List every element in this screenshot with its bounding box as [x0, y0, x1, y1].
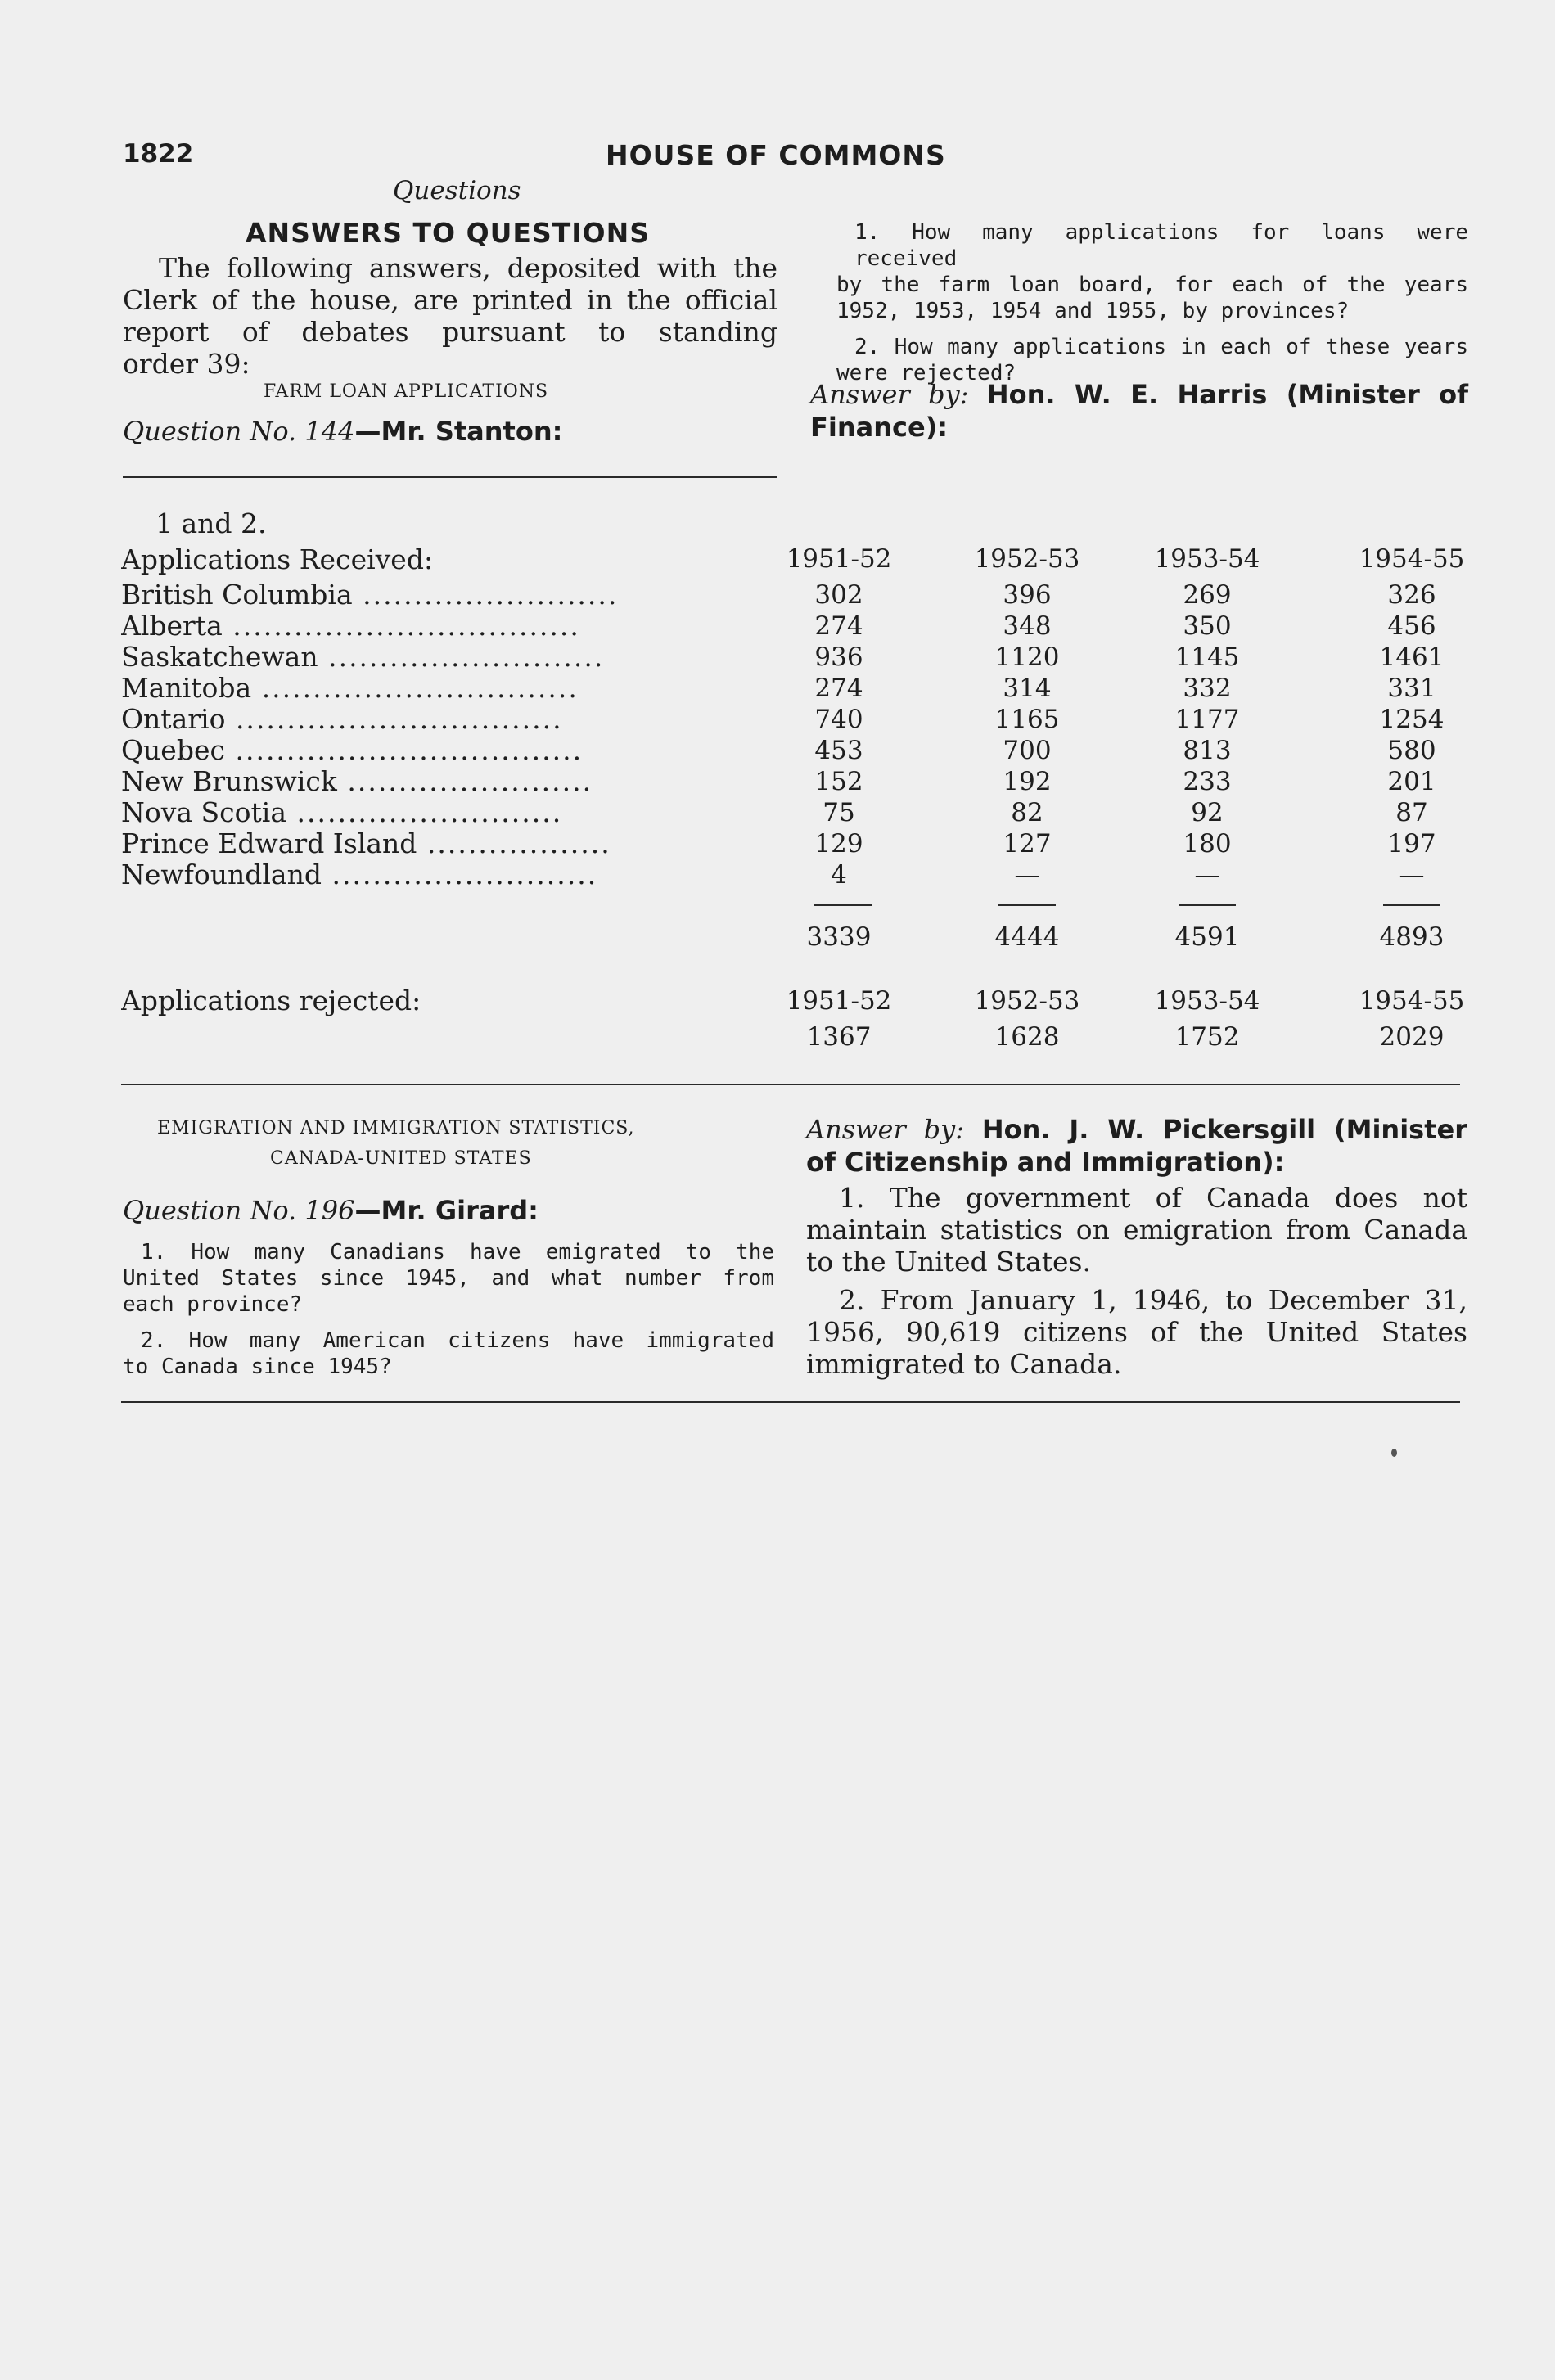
running-title: HOUSE OF COMMONS — [606, 139, 946, 171]
answer-line: 1. The government of Canada does not — [839, 1182, 1467, 1214]
table-cell: 1461 — [1379, 642, 1445, 672]
province-name: Alberta — [121, 610, 223, 642]
table-cell: 813 — [1183, 736, 1232, 765]
year-header: 1952-53 — [974, 544, 1080, 574]
table-cell: 269 — [1183, 580, 1232, 610]
table-cell: 152 — [814, 767, 863, 796]
question-member: —Mr. Girard: — [354, 1195, 539, 1226]
total-rule — [814, 904, 872, 906]
question-line: were rejected? — [836, 361, 1016, 385]
question-line: by the farm loan board, for each of the years — [836, 273, 1468, 297]
total-cell: 4893 — [1379, 922, 1445, 952]
table-cell: 326 — [1387, 580, 1436, 610]
farm-loan-subheading: FARM LOAN APPLICATIONS — [264, 381, 549, 402]
table-cell: 82 — [1011, 798, 1043, 827]
province-name: Nova Scotia — [121, 796, 286, 828]
table-cell: 331 — [1387, 674, 1436, 703]
intro-line: The following answers, deposited with the — [159, 252, 778, 284]
rejected-cell: 2029 — [1379, 1022, 1445, 1052]
question-line: 2. How many American citizens have immigrated — [141, 1328, 774, 1353]
table-cell: 456 — [1387, 611, 1436, 641]
table-cell: 274 — [814, 674, 863, 703]
table-cell: 1177 — [1174, 705, 1240, 734]
table-cell: 4 — [831, 860, 847, 890]
question-line: 1. How many Canadians have emigrated to the — [141, 1240, 774, 1264]
table-cell: 348 — [1003, 611, 1052, 641]
answer-144-heading — [810, 378, 1468, 444]
answer-line: 1956, 90,619 citizens of the United States — [806, 1316, 1467, 1348]
answer-minister: Hon. J. W. Pickersgill (Minister — [981, 1114, 1468, 1145]
table-cell: 936 — [814, 642, 863, 672]
question-144-text — [836, 219, 1468, 386]
question-number: Question No. 196 — [123, 1195, 355, 1226]
table-cell: 396 — [1003, 580, 1052, 610]
question-line: 1952, 1953, 1954 and 1955, by provinces? — [836, 299, 1350, 323]
page-number: 1822 — [123, 139, 194, 169]
table-cell: 332 — [1183, 674, 1232, 703]
table-cell: 453 — [814, 736, 863, 765]
table-cell: 1165 — [994, 705, 1060, 734]
question-line: to Canada since 1945? — [123, 1355, 392, 1379]
intro-line: order 39: — [123, 348, 250, 380]
document-page: 1822 HOUSE OF COMMONS Questions ANSWERS TO QUESTIONS The following answers, deposited with the Clerk of the house, are printed in the official report of debates pursuant to standing order 39: FARM LOAN APPLICATIONS Question No. 144—Mr. Stanton: 1. How many applications for loans were received by the farm loan board, for each of the years 1952, 1953, 1954 and 1955, by provinces? 2. How many applications in each of these years were rejected? Answer by: Hon. W. E. Harris (Minister of Finance): 1 and 2. Applications Received: 1951-52 1952-53 1953-54 1954-55 British Columbia ......................... 302 396 269 326 Alberta .................................. 274 348 350 456 Saskatchewan ........................... 936 1120 1145 1461 Manitoba ............................... 274 314 332 331 Ontario ................................ 740 1165 1177 1254 Quebec .................................. 453 700 813 580 New Brunswick ........................ 152 192 233 201 Nova Scotia .......................... 75 82 92 87 Prince Edward Island .................. 129 127 180 197 Newfoundland .......................... 4 — — — 3339 4444 4591 4893 Applications rejected: 1951-52 1952-53 1953-54 1954-55 1367 1628 1752 2029 EMIGRATION AND IMMIGRATION STATISTICS, CANADA-UNITED STATES Question No. 196—Mr. Girard: 1. How many Canadians have emigrated to the United States since 1945, and what number from each province? 2. How many American citizens have immigrated to Canada since 1945? Answer by: Hon. J. W. Pickersgill (Minister of Citizenship and Immigration): 1. The government of Canada does not maintain statistics on emigration from Canada to the United States. 2. From January 1, 1946, to December 31, 1956, 90,619 citizens of the United States immigrated to Canada. — [0, 0, 1555, 2380]
total-cell: 4591 — [1174, 922, 1240, 952]
answer-196-text — [806, 1182, 1467, 1380]
intro-line: Clerk of the house, are printed in the official — [123, 284, 778, 316]
intro-line: report of debates pursuant to standing — [123, 316, 778, 348]
province-name: New Brunswick — [121, 765, 337, 797]
table-cell: 580 — [1387, 736, 1436, 765]
province-name: Ontario — [121, 703, 226, 735]
table-cell: 740 — [814, 705, 863, 734]
answer-line: immigrated to Canada. — [806, 1348, 1122, 1380]
province-name: Manitoba — [121, 672, 252, 704]
table-cell: 129 — [814, 829, 863, 859]
answer-line: to the United States. — [806, 1246, 1091, 1278]
table-cell: — — [1014, 860, 1040, 890]
table-cell: 127 — [1003, 829, 1052, 859]
table-cell: 233 — [1183, 767, 1232, 796]
province-name: Prince Edward Island — [121, 827, 417, 859]
answer-prefix: Answer by: — [806, 1114, 964, 1145]
table-cell: 274 — [814, 611, 863, 641]
table-cell: 75 — [823, 798, 855, 827]
table-cell: 197 — [1387, 829, 1436, 859]
table-cell: 192 — [1003, 767, 1052, 796]
table-cell: 350 — [1183, 611, 1232, 641]
answer-line: maintain statistics on emigration from Canada — [806, 1214, 1467, 1246]
province-name: Newfoundland — [121, 859, 322, 890]
table-cell: 1145 — [1174, 642, 1240, 672]
province-name: Saskatchewan — [121, 641, 318, 673]
received-label: Applications Received: — [121, 543, 434, 575]
year-header: 1951-52 — [786, 544, 892, 574]
answer-minister: Hon. W. E. Harris (Minister of — [986, 379, 1469, 410]
answer-minister-cont: of Citizenship and Immigration): — [806, 1147, 1285, 1178]
bottom-rule — [121, 1401, 1460, 1403]
table-cell: 180 — [1183, 829, 1232, 859]
question-member: —Mr. Stanton: — [354, 416, 563, 447]
table-cell: 302 — [814, 580, 863, 610]
table-cell: — — [1194, 860, 1220, 890]
province-name: British Columbia — [121, 579, 353, 611]
year-header: 1953-54 — [1154, 544, 1260, 574]
rejected-cell: 1628 — [994, 1022, 1060, 1052]
question-line: each province? — [123, 1292, 303, 1317]
total-rule — [1383, 904, 1440, 906]
section-label: Questions — [393, 176, 521, 205]
answer-line: 2. From January 1, 1946, to December 31, — [839, 1284, 1467, 1316]
total-cell: 4444 — [994, 922, 1060, 952]
ink-fleck — [1391, 1449, 1397, 1457]
table-intro: 1 and 2. — [156, 507, 267, 539]
question-line: 1. How many applications for loans were received — [854, 220, 1468, 271]
emigration-subheading: EMIGRATION AND IMMIGRATION STATISTICS, — [157, 1118, 635, 1138]
total-rule — [1179, 904, 1236, 906]
answers-heading: ANSWERS TO QUESTIONS — [246, 217, 650, 249]
year-header: 1952-53 — [974, 986, 1080, 1016]
rejected-cell: 1752 — [1174, 1022, 1240, 1052]
answer-196-heading — [806, 1113, 1467, 1179]
rejected-label: Applications rejected: — [121, 985, 421, 1016]
question-line: 2. How many applications in each of these years — [854, 335, 1468, 359]
total-rule — [998, 904, 1056, 906]
question-line: United States since 1945, and what number from — [123, 1266, 774, 1291]
answer-minister-cont: Finance): — [810, 412, 949, 443]
rejected-cell: 1367 — [806, 1022, 872, 1052]
table-cell: 314 — [1003, 674, 1052, 703]
table-cell: 1254 — [1379, 705, 1445, 734]
year-header: 1951-52 — [786, 986, 892, 1016]
total-cell: 3339 — [806, 922, 872, 952]
year-header: 1954-55 — [1359, 544, 1465, 574]
question-196-line — [123, 1195, 539, 1226]
table-cell: 201 — [1387, 767, 1436, 796]
table-cell: 92 — [1191, 798, 1224, 827]
question-144-line — [123, 416, 562, 447]
full-width-rule — [121, 1084, 1460, 1085]
question-number: Question No. 144 — [123, 416, 355, 447]
intro-paragraph — [123, 252, 778, 380]
province-name: Quebec — [121, 734, 225, 766]
year-header: 1953-54 — [1154, 986, 1260, 1016]
section-rule — [123, 476, 778, 478]
table-cell: 1120 — [994, 642, 1060, 672]
emigration-subheading: CANADA-UNITED STATES — [270, 1148, 532, 1169]
table-cell: 700 — [1003, 736, 1052, 765]
answer-prefix: Answer by: — [810, 379, 969, 410]
table-cell: — — [1399, 860, 1425, 890]
table-cell: 87 — [1395, 798, 1428, 827]
year-header: 1954-55 — [1359, 986, 1465, 1016]
question-196-text — [123, 1239, 774, 1380]
